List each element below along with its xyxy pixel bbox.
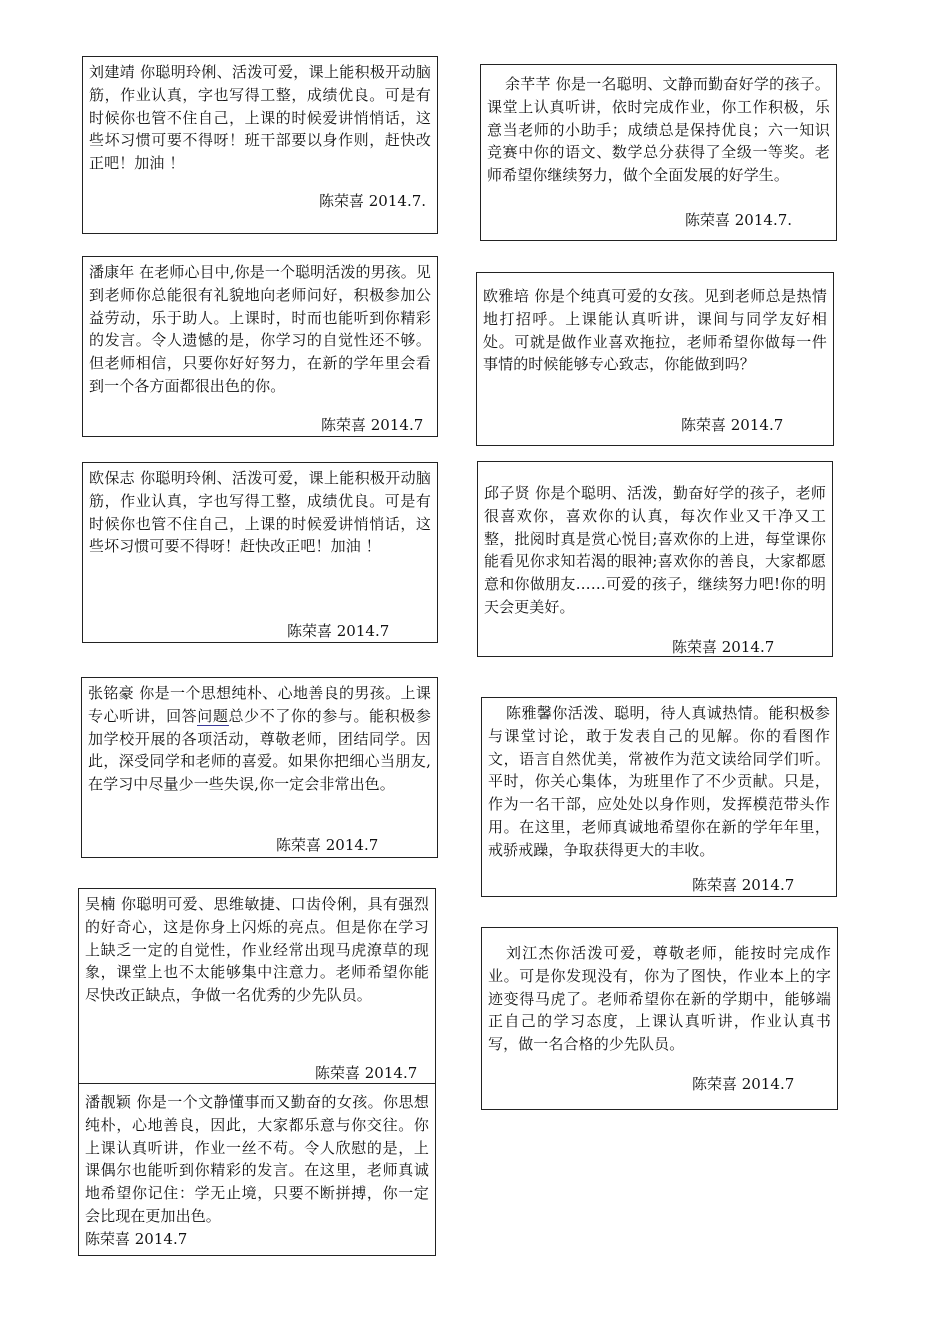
comment-text: 欧雅培 你是个纯真可爱的女孩。见到老师总是热情地打招呼。上课能认真听讲，课间与同学友好相处。可就是做作业喜欢拖拉，老师希望你做每一件事情的时候能够专心致志，你能做到吗？ (483, 287, 827, 374)
comment-card-ou-yapei (476, 272, 834, 446)
comment-signature: 陈荣喜 2014.7 (692, 876, 795, 894)
comment-card-zhang-minghao (81, 677, 438, 858)
comment-text (88, 682, 431, 796)
comment-text: 潘靓颖 你是一个文静懂事而又勤奋的女孩。你思想纯朴，心地善良，因此，大家都乐意与你交往。你上课认真听讲，作业一丝不苟。令人欣慰的是，上课偶尔也能听到你精彩的发言。在这里，老师真诚地希望你记住：学无止境，只要不断拼搏，你一定会比现在更加出色。 (85, 1093, 429, 1225)
comment-text-part: 张铭豪 你是一个思想纯朴、心地善良的男孩。上课专心听讲，回答 (88, 684, 431, 725)
comment-card-yu-qianqian (480, 64, 837, 241)
comment-text: 刘建靖 你聪明玲俐、活泼可爱，课上能积极开动脑筋，作业认真，字也写得工整，成绩优良。可是有时候你也管不住自己，上课的时候爱讲悄悄话，这些坏习惯可要不得呀！班干部要以身作则，赶快改正吧！加油 ！ (89, 63, 431, 173)
comment-text: 陈雅馨你活泼、聪明，待人真诚热情。能积极参与课堂讨论，敢于发表自己的见解。你的看图作文，语言自然优美，常被作为范文读给同学们听。平时，你关心集体，为班里作了不少贡献。只是，作为一名干部，应处处以身作则，发挥模范带头作用。在这里，老师真诚地希望你在新的学年年里，戒骄戒躁，争取获得更大的丰收。 (488, 704, 830, 859)
comment-text: 潘康年 在老师心目中,你是一个聪明活泼的男孩。见到老师你总能很有礼貌地向老师问好，积极参加公益劳动，乐于助人。上课时，时而也能听到你精彩的发言。令人遗憾的是，你学习的自觉性还不够。但老师相信，只要你好好努力，在新的学年里会看到一个各方面都很出色的你。 (89, 263, 431, 395)
comment-card-pan-kangnian (82, 256, 438, 437)
comment-text-part: 总少不了你的参与。能积极参加学校开展的各项活动，尊敬老师，团结同学。因此，深受同学和老师的喜爱。如果你把细心当朋友,在学习中尽量少一些失误,你一定会非常出色。 (88, 706, 431, 794)
comment-signature: 陈荣喜 2014.7 (692, 1075, 795, 1093)
comment-card-liu-jiangjie (481, 927, 838, 1110)
comment-card-liu-jianjing (82, 56, 438, 234)
underlined-word: 问题 (197, 706, 229, 725)
comment-signature: 陈荣喜 2014.7. (685, 211, 793, 229)
comment-card-qiu-zixian (477, 461, 833, 657)
comment-signature: 陈荣喜 2014.7 (276, 836, 379, 854)
comment-signature: 陈荣喜 2014.7 (321, 416, 424, 434)
comment-text: 吴楠 你聪明可爱、思维敏捷、口齿伶俐，具有强烈的好奇心，这是你身上闪烁的亮点。但是你在学习上缺乏一定的自觉性，作业经常出现马虎潦草的现象，课堂上也不太能够集中注意力。老师希望你能尽快改正缺点，争做一名优秀的少先队员。 (85, 895, 429, 1005)
comment-signature: 陈荣喜 2014.7 (672, 638, 775, 656)
comment-text: 欧保志 你聪明玲俐、活泼可爱，课上能积极开动脑筋，作业认真，字也写得工整，成绩优良。可是有时候你也管不住自己，上课的时候爱讲悄悄话，这些坏习惯可要不得呀！赶快改正吧！加油 ！ (89, 469, 431, 556)
comment-text: 刘江杰你活泼可爱，尊敬老师，能按时完成作业。可是你发现没有，你为了图快，作业本上的字迹变得马虎了。老师希望你在新的学期中，能够端正自己的学习态度，上课认真听讲，作业认真书写，做一名合格的少先队员。 (488, 944, 831, 1054)
comment-card-pan-jingying (78, 1083, 436, 1256)
comment-text: 余芊芊 你是一名聪明、文静而勤奋好学的孩子。课堂上认真听讲，依时完成作业，你工作积极，乐意当老师的小助手；成绩总是保持优良；六一知识竞赛中你的语文、数学总分获得了全级一等奖。老师希望你继续努力，做个全面发展的好学生。 (487, 75, 830, 185)
comment-card-chen-yaxin (481, 697, 837, 897)
comment-signature: 陈荣喜 2014.7 (315, 1064, 418, 1082)
comment-text: 邱子贤 你是个聪明、活泼，勤奋好学的孩子，老师很喜欢你，喜欢你的认真，每次作业又干净又工整，批阅时真是赏心悦目;喜欢你的上进，每堂课你能看见你求知若渴的眼神;喜欢你的善良，大家都愿意和你做朋友……可爱的孩子，继续努力吧!你的明天会更美好。 (484, 484, 826, 616)
comment-signature: 陈荣喜 2014.7. (319, 192, 427, 210)
comment-card-ou-baozhi (82, 462, 438, 643)
comment-signature: 陈荣喜 2014.7 (85, 1230, 188, 1248)
comment-card-wu-nan (78, 888, 436, 1084)
comment-signature: 陈荣喜 2014.7 (287, 622, 390, 640)
comment-signature: 陈荣喜 2014.7 (681, 416, 784, 434)
